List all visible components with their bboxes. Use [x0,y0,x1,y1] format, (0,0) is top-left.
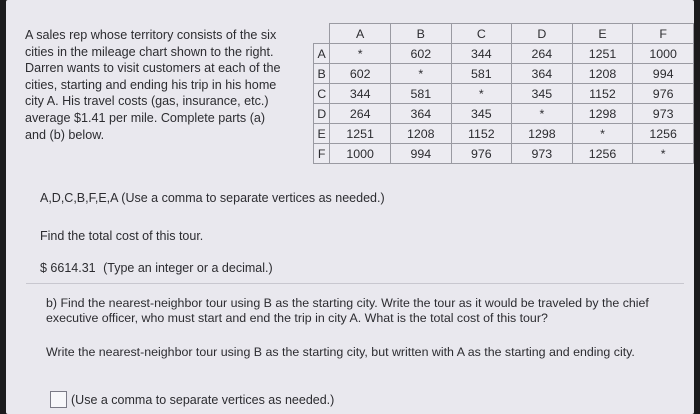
table-cell: 1208 [390,124,451,144]
table-cell: 994 [390,144,451,164]
table-cell: 344 [451,44,511,64]
cost-question: Find the total cost of this tour. [40,229,204,243]
table-cell: * [451,84,511,104]
nn-tour-answer-line [50,391,334,408]
tour-hint: (Use a comma to separate vertices as needed.) [121,191,385,205]
problem-statement: A sales rep whose territory consists of the six cities in the mileage chart shown to the right. Darren wants to visit customers at each of the cities, starting and ending his trip in his home city A. His travel costs (gas, insurance, etc.) average $1.41 per mile. Complete parts (a) and (b) below. [25,28,281,142]
table-cell: 1208 [572,64,633,84]
table-cell: 1256 [572,144,633,164]
row-header: C [314,84,330,104]
table-cell: 973 [512,144,573,164]
table-cell: 973 [633,104,694,124]
column-header: D [512,24,573,44]
screen [6,0,694,414]
table-cell: 581 [451,64,511,84]
table-row [314,44,694,64]
mileage-chart [313,23,694,164]
table-cell: 1298 [512,124,573,144]
part-b-question: b) Find the nearest-neighbor tour using B as the starting city. Write the tour as it would be traveled by the chief executive officer, who must start and end the trip in city A. What is the total cost of this tour? [46,296,649,326]
table-cell: 1000 [330,144,391,164]
row-header: B [314,64,330,84]
row-header: D [314,104,330,124]
tour-answer[interactable]: A,D,C,B,F,E,A [40,191,118,205]
table-cell: 602 [330,64,391,84]
table-cell: 976 [633,84,694,104]
column-header: A [330,24,391,44]
table-cell: 264 [330,104,391,124]
cost-answer[interactable]: $ 6614.31 [40,261,96,275]
header-row [314,24,694,44]
table-cell: 1251 [330,124,391,144]
row-header: E [314,124,330,144]
table-cell: * [330,44,391,64]
table-cell: 1152 [451,124,511,144]
part-b-instruction: Write the nearest-neighbor tour using B as the starting city, but written with A as the starting and ending city. [46,345,635,359]
table-cell: 264 [512,44,573,64]
section-divider [26,283,684,284]
table-cell: 602 [390,44,451,64]
row-header: F [314,144,330,164]
table-row [314,84,694,104]
table-cell: 976 [451,144,511,164]
corner-cell [314,24,330,44]
table-row [314,64,694,84]
cost-answer-line [40,261,273,275]
table-row [314,124,694,144]
table-cell: * [572,124,633,144]
table-cell: 1298 [572,104,633,124]
tour-answer-line [40,191,385,205]
table-cell: 1152 [572,84,633,104]
nn-tour-hint: (Use a comma to separate vertices as needed.) [71,392,335,407]
table-cell: 1251 [572,44,633,64]
table-cell: 1256 [633,124,694,144]
nn-tour-input[interactable] [50,391,67,408]
column-header: C [451,24,511,44]
table-cell: 1000 [633,44,694,64]
table-cell: 994 [633,64,694,84]
table-cell: 345 [512,84,573,104]
table-cell: * [512,104,573,124]
column-header: B [390,24,451,44]
table-cell: 364 [390,104,451,124]
table-cell: 344 [330,84,391,104]
row-header: A [314,44,330,64]
table-cell: 364 [512,64,573,84]
column-header: F [633,24,694,44]
table-cell: * [633,144,694,164]
table-cell: 581 [390,84,451,104]
table-row [314,104,694,124]
column-header: E [572,24,633,44]
table-row [314,144,694,164]
table-cell: 345 [451,104,511,124]
table-cell: * [390,64,451,84]
cost-hint: (Type an integer or a decimal.) [103,261,273,275]
